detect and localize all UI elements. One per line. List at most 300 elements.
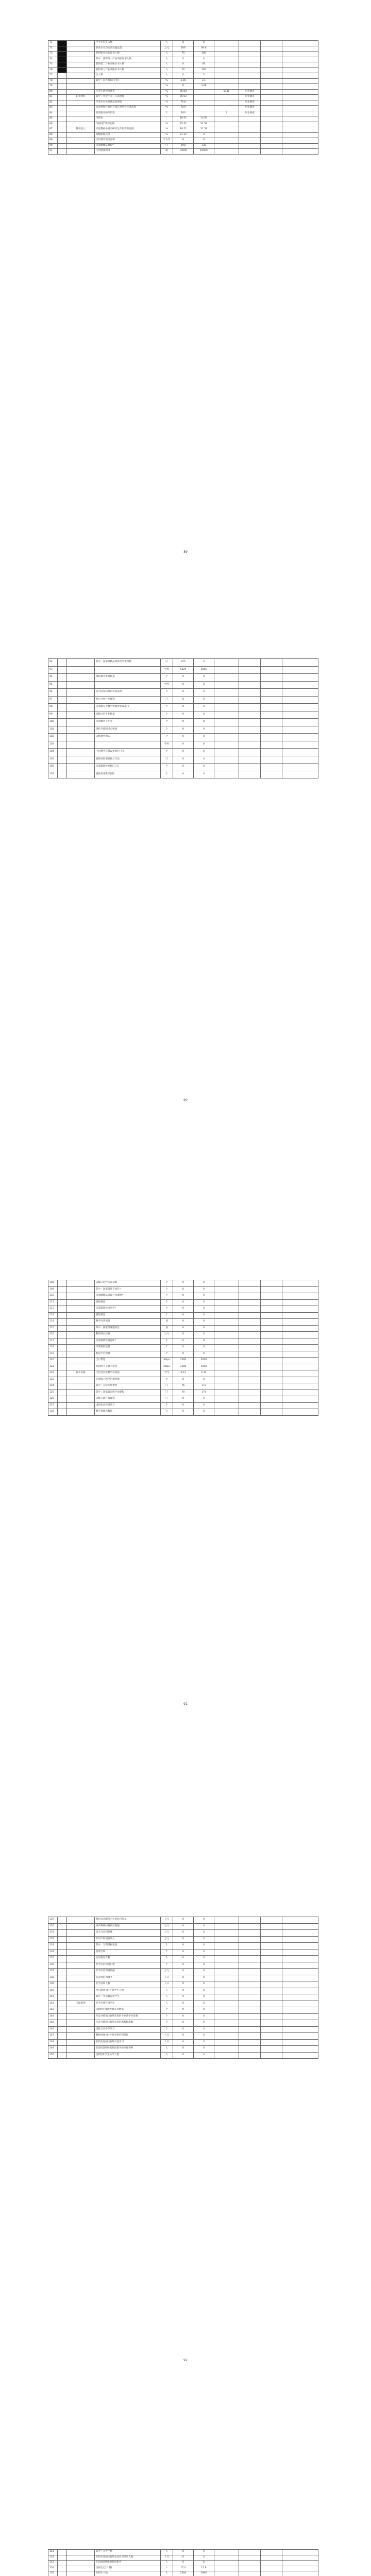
- level2-cell: [67, 2555, 95, 2561]
- row-index: 149: [48, 2046, 58, 2053]
- note-cell: [239, 67, 261, 73]
- value-cell: 0: [194, 1306, 214, 1313]
- value-cell: [214, 1345, 239, 1351]
- row-index: 94: [48, 674, 58, 682]
- empty-cell: [282, 1975, 318, 1981]
- unit-cell: Mbps: [161, 1358, 173, 1364]
- value-cell: [194, 95, 214, 100]
- value-cell: 0: [173, 1293, 194, 1300]
- row-index: 102: [48, 734, 58, 741]
- value-cell: 70: [173, 67, 194, 73]
- indicator-label: 国家级专业教学资源库建设项目: [95, 704, 161, 711]
- value-cell: 0: [194, 138, 214, 144]
- level1-cell: [58, 1923, 67, 1930]
- indicator-label: 其中：国家级课题项目: [95, 1325, 161, 1332]
- level1-cell: [58, 1994, 67, 2001]
- empty-cell: [261, 1956, 282, 1962]
- level1-cell: [58, 1306, 67, 1313]
- empty-cell: [261, 67, 282, 73]
- value-cell: 0: [194, 1396, 214, 1403]
- empty-cell: [261, 674, 282, 682]
- value-cell: [214, 95, 239, 100]
- empty-cell: [282, 1981, 318, 1988]
- value-cell: 0: [194, 1969, 214, 1975]
- value-cell: [194, 89, 214, 95]
- value-cell: [214, 681, 239, 689]
- note-cell: [239, 1969, 261, 1975]
- empty-cell: [282, 1286, 318, 1293]
- level1-cell: [58, 138, 67, 144]
- value-cell: 0: [194, 1312, 214, 1319]
- value-cell: 0: [173, 1409, 194, 1416]
- empty-cell: [282, 73, 318, 79]
- value-cell: 0: [194, 2007, 214, 2014]
- value-cell: 85.93: [173, 95, 194, 100]
- level1-cell: [58, 1377, 67, 1383]
- value-cell: 10000: [173, 149, 194, 155]
- value-cell: 0: [194, 2020, 214, 2027]
- empty-cell: [282, 2020, 318, 2027]
- indicator-label: 生均纸质图书: [95, 149, 161, 155]
- indicator-label: 国家级教学成果奖*: [95, 1306, 161, 1313]
- level1-cell: [58, 1949, 67, 1956]
- row-index: 82: [48, 100, 58, 106]
- value-cell: [214, 771, 239, 778]
- level2-cell: [67, 116, 95, 122]
- empty-cell: [282, 1364, 318, 1370]
- empty-cell: [261, 764, 282, 771]
- level1-cell: [58, 1325, 67, 1332]
- empty-cell: [282, 1949, 318, 1956]
- level1-cell: [58, 1402, 67, 1409]
- unit-cell: 人日: [161, 2033, 173, 2040]
- value-cell: [214, 2555, 239, 2561]
- value-cell: 0: [173, 756, 194, 764]
- row-index: 81: [48, 95, 58, 100]
- level2-cell: [67, 149, 95, 155]
- table-row: [48, 1377, 318, 1383]
- value-cell: [214, 719, 239, 726]
- row-index: 105: [48, 756, 58, 764]
- value-cell: 0: [173, 1962, 194, 1969]
- empty-cell: [282, 726, 318, 734]
- value-cell: 86.8: [194, 46, 214, 52]
- value-cell: 10000: [194, 149, 214, 155]
- unit-cell: 个: [161, 2007, 173, 2014]
- table-row: [48, 1975, 318, 1981]
- value-cell: [214, 62, 239, 68]
- empty-cell: [282, 741, 318, 749]
- row-index: 85: [48, 116, 58, 122]
- level2-cell: [67, 1319, 95, 1326]
- empty-cell: [261, 734, 282, 741]
- note-cell: [239, 1988, 261, 1994]
- level1-cell: [58, 143, 67, 149]
- row-index: 101: [48, 726, 58, 734]
- indicator-label: 高级职称比例: [95, 132, 161, 138]
- table-row: [48, 1409, 318, 1416]
- unit-cell: 人日: [161, 2555, 173, 2561]
- unit-cell: 个: [161, 1293, 173, 1300]
- empty-cell: [282, 1962, 318, 1969]
- level1-cell: [58, 52, 67, 57]
- value-cell: [214, 1975, 239, 1981]
- level2-cell: [67, 1306, 95, 1313]
- empty-cell: [261, 111, 282, 116]
- indicator-label: 专利授权数量: [95, 1345, 161, 1351]
- note-cell: [239, 666, 261, 674]
- row-index: 90: [48, 143, 58, 149]
- empty-cell: [282, 2561, 318, 2566]
- indicator-label: 开发并被国(境)外采用的课程标准数: [95, 2020, 161, 2027]
- value-cell: [214, 149, 239, 155]
- value-cell: [214, 1319, 239, 1326]
- empty-cell: [282, 1280, 318, 1287]
- empty-cell: [261, 143, 282, 149]
- unit-cell: 个: [161, 726, 173, 734]
- table-row: [48, 84, 318, 90]
- row-index: 83: [48, 106, 58, 111]
- value-cell: 138: [194, 143, 214, 149]
- value-cell: 0: [173, 1377, 194, 1383]
- indicator-label: 实用新型专利: [95, 1956, 161, 1962]
- level2-cell: [67, 67, 95, 73]
- indicator-label: 接受服务的单位数: [95, 111, 161, 116]
- unit-cell: 个: [161, 2026, 173, 2033]
- table-row: [48, 89, 318, 95]
- indicator-label: 省级数量: [95, 1299, 161, 1306]
- note-cell: [239, 1981, 261, 1988]
- table-row: [48, 734, 318, 741]
- empty-cell: [282, 138, 318, 144]
- level2-cell: [67, 1345, 95, 1351]
- row-index: 86: [48, 122, 58, 127]
- indicator-label: [95, 681, 161, 689]
- value-cell: 5020: [173, 666, 194, 674]
- level1-cell: [58, 1962, 67, 1969]
- value-cell: 0: [194, 704, 214, 711]
- indicator-label: 网络教学资源数量: [95, 674, 161, 682]
- empty-cell: [282, 1969, 318, 1975]
- value-cell: 0: [194, 659, 214, 667]
- indicator-label: 科研平台数量: [95, 1351, 161, 1358]
- unit-cell: 个: [161, 1299, 173, 1306]
- empty-cell: [261, 1994, 282, 2001]
- value-cell: 0: [194, 1956, 214, 1962]
- level1-cell: [58, 2033, 67, 2040]
- value-cell: [214, 1364, 239, 1370]
- value-cell: 0: [194, 734, 214, 741]
- note-cell: [239, 1286, 261, 1293]
- level1-cell: [58, 1943, 67, 1950]
- level1-cell: [58, 132, 67, 138]
- row-index: 103: [48, 741, 58, 749]
- value-cell: 0: [194, 696, 214, 704]
- unit-cell: 门: [161, 1389, 173, 1396]
- value-cell: 19.52: [173, 116, 194, 122]
- table-row: [48, 741, 318, 749]
- value-cell: [214, 1332, 239, 1338]
- empty-cell: [261, 1969, 282, 1975]
- table-row: [48, 674, 318, 682]
- indicator-label: 国家级骨干专业: [95, 719, 161, 726]
- note-cell: [239, 704, 261, 711]
- value-cell: 0: [194, 2013, 214, 2020]
- value-cell: [214, 2020, 239, 2027]
- empty-cell: [261, 1312, 282, 1319]
- value-cell: 0: [173, 2046, 194, 2053]
- value-cell: [214, 127, 239, 133]
- unit-cell: 门: [161, 143, 173, 149]
- value-cell: 2900: [194, 2571, 214, 2576]
- indicator-label: 国家级教学名师(万元): [95, 764, 161, 771]
- level2-cell: [67, 111, 95, 116]
- unit-cell: 个: [161, 734, 173, 741]
- unit-cell: 学时: [161, 666, 173, 674]
- empty-cell: [282, 1994, 318, 2001]
- value-cell: [214, 2001, 239, 2007]
- empty-cell: [282, 1383, 318, 1390]
- value-cell: 0: [194, 764, 214, 771]
- empty-cell: [261, 2561, 282, 2566]
- empty-cell: [282, 749, 318, 756]
- table-row: [48, 1402, 318, 1409]
- row-index: 74: [48, 57, 58, 62]
- value-cell: 0: [194, 57, 214, 62]
- level1-cell: [58, 1312, 67, 1319]
- empty-cell: [261, 95, 282, 100]
- value-cell: 0: [173, 1280, 194, 1287]
- row-index: 127: [48, 1402, 58, 1409]
- table-row: [48, 1345, 318, 1351]
- empty-cell: [282, 1299, 318, 1306]
- empty-cell: [261, 1981, 282, 1988]
- unit-cell: 门: [161, 659, 173, 667]
- unit-cell: 人: [161, 2052, 173, 2059]
- value-cell: [214, 1312, 239, 1319]
- value-cell: [214, 1280, 239, 1287]
- empty-cell: [282, 1332, 318, 1338]
- level2-cell: [67, 2026, 95, 2033]
- value-cell: 0: [194, 2555, 214, 2561]
- unit-cell: 人日: [161, 2039, 173, 2046]
- unit-cell: 人: [161, 67, 173, 73]
- empty-cell: [282, 756, 318, 764]
- row-index: 89: [48, 138, 58, 144]
- table-row: [48, 1949, 318, 1956]
- note-cell: [239, 726, 261, 734]
- table-row: [48, 1370, 318, 1377]
- value-cell: 31.33: [173, 132, 194, 138]
- empty-cell: [282, 711, 318, 719]
- group-label: 服务贡献: [67, 1370, 95, 1377]
- value-cell: 86.08: [173, 89, 194, 95]
- level2-cell: [67, 1396, 95, 1403]
- value-cell: 3806: [194, 666, 214, 674]
- level2-cell: [67, 1383, 95, 1390]
- level2-cell: [67, 62, 95, 68]
- empty-cell: [261, 2555, 282, 2561]
- empty-cell: [261, 1923, 282, 1930]
- value-cell: 0: [173, 1975, 194, 1981]
- value-cell: 0.32: [194, 1370, 214, 1377]
- unit-cell: 个: [161, 1338, 173, 1345]
- row-index: 107: [48, 771, 58, 778]
- empty-cell: [282, 106, 318, 111]
- value-cell: [214, 1988, 239, 1994]
- level1-cell: [58, 756, 67, 764]
- value-cell: 0: [173, 1332, 194, 1338]
- value-cell: 0: [173, 2007, 194, 2014]
- value-cell: [214, 67, 239, 73]
- value-cell: [214, 2013, 239, 2020]
- group-label: 国际影响: [67, 2001, 95, 2007]
- value-cell: 0: [173, 1299, 194, 1306]
- unit-cell: %: [161, 106, 173, 111]
- table-row: [48, 1286, 318, 1293]
- level1-cell: [58, 84, 67, 90]
- row-index: 113: [48, 1312, 58, 1319]
- value-cell: 0: [194, 1351, 214, 1358]
- unit-cell: 万元: [161, 1930, 173, 1937]
- empty-cell: [261, 127, 282, 133]
- empty-cell: [261, 711, 282, 719]
- level2-cell: [67, 771, 95, 778]
- unit-cell: 个: [161, 1280, 173, 1287]
- row-index: 77: [48, 73, 58, 79]
- empty-cell: [261, 84, 282, 90]
- level2-cell: [67, 1280, 95, 1287]
- value-cell: 0: [194, 73, 214, 79]
- unit-cell: %: [161, 95, 173, 100]
- row-index: 111: [48, 1299, 58, 1306]
- value-cell: [214, 57, 239, 62]
- value-cell: 0: [173, 1396, 194, 1403]
- empty-cell: [282, 89, 318, 95]
- row-index: 98: [48, 704, 58, 711]
- table-row: [48, 719, 318, 726]
- row-index: 79: [48, 84, 58, 90]
- value-cell: 0: [194, 2550, 214, 2555]
- empty-cell: [282, 2052, 318, 2059]
- value-cell: [214, 1286, 239, 1293]
- indicator-label: 校企合作开发课程: [95, 696, 161, 704]
- level2-cell: [67, 1409, 95, 1416]
- level2-cell: [67, 1949, 95, 1956]
- level2-cell: [67, 41, 95, 46]
- empty-cell: [261, 1299, 282, 1306]
- value-cell: 3.06: [173, 78, 194, 84]
- table-row: [48, 771, 318, 778]
- empty-cell: [261, 1319, 282, 1326]
- empty-cell: [282, 659, 318, 667]
- unit-cell: -: [161, 116, 173, 122]
- empty-cell: [261, 46, 282, 52]
- empty-cell: [282, 674, 318, 682]
- row-index: 95: [48, 681, 58, 689]
- value-cell: [214, 764, 239, 771]
- note-cell: [239, 1306, 261, 1313]
- table-row: [48, 1319, 318, 1326]
- table-row: [48, 62, 318, 68]
- note-cell: [239, 764, 261, 771]
- table-row: [48, 2555, 318, 2561]
- level1-cell: [58, 1286, 67, 1293]
- level1-cell: [58, 127, 67, 133]
- unit-cell: 万元: [161, 1917, 173, 1924]
- level1-cell: [58, 89, 67, 95]
- table-row: [48, 1364, 318, 1370]
- unit-cell: 个: [161, 719, 173, 726]
- empty-cell: [282, 2046, 318, 2053]
- empty-cell: [261, 666, 282, 674]
- table-row: [48, 111, 318, 116]
- empty-cell: [261, 659, 282, 667]
- value-cell: [214, 138, 239, 144]
- level2-cell: [67, 756, 95, 764]
- empty-cell: [282, 2001, 318, 2007]
- empty-cell: [261, 41, 282, 46]
- indicator-label: 教师赴国(境)外指导和培训时间: [95, 2033, 161, 2040]
- indicator-label: 其中：国家级精品资源共享课程数: [95, 659, 161, 667]
- empty-cell: [282, 67, 318, 73]
- empty-cell: [282, 666, 318, 674]
- value-cell: [214, 1377, 239, 1383]
- value-cell: [214, 666, 239, 674]
- level2-cell: [67, 1377, 95, 1383]
- table-row: [48, 2550, 318, 2555]
- empty-cell: [261, 1949, 282, 1956]
- empty-cell: [282, 1293, 318, 1300]
- value-cell: 0: [194, 719, 214, 726]
- indicator-label: 公益性和社会用人单位对毕业生满意度: [95, 106, 161, 111]
- table-row: [48, 689, 318, 697]
- value-cell: 0: [173, 1988, 194, 1994]
- level2-cell: [67, 1312, 95, 1319]
- indicator-label: 技术交易到款额: [95, 1930, 161, 1937]
- empty-cell: [282, 1943, 318, 1950]
- empty-cell: [282, 1917, 318, 1924]
- empty-cell: [261, 1402, 282, 1409]
- data-table-2: [48, 658, 318, 778]
- note-cell: [239, 1280, 261, 1287]
- row-index: 104: [48, 749, 58, 756]
- unit-cell: 个: [161, 674, 173, 682]
- row-index: 131: [48, 1930, 58, 1937]
- value-cell: 0: [173, 1956, 194, 1962]
- level1-cell: [58, 1383, 67, 1390]
- empty-cell: [282, 1389, 318, 1396]
- value-cell: 0: [173, 2550, 194, 2555]
- value-cell: 0: [173, 1969, 194, 1975]
- row-index: 119: [48, 1351, 58, 1358]
- value-cell: [214, 73, 239, 79]
- value-cell: 0: [194, 1936, 214, 1943]
- level2-cell: [67, 689, 95, 697]
- value-cell: [214, 1923, 239, 1930]
- row-index: 135: [48, 1956, 58, 1962]
- indicator-label: 知识产权项目收入: [95, 1936, 161, 1943]
- value-cell: 31.58: [194, 127, 214, 133]
- row-index: 128: [48, 1409, 58, 1416]
- level1-cell: [58, 116, 67, 122]
- table-row: [48, 149, 318, 155]
- value-cell: 0: [194, 1402, 214, 1409]
- row-index: 134: [48, 1949, 58, 1956]
- level1-cell: [58, 1299, 67, 1306]
- row-index: 73: [48, 52, 58, 57]
- empty-cell: [261, 1917, 282, 1924]
